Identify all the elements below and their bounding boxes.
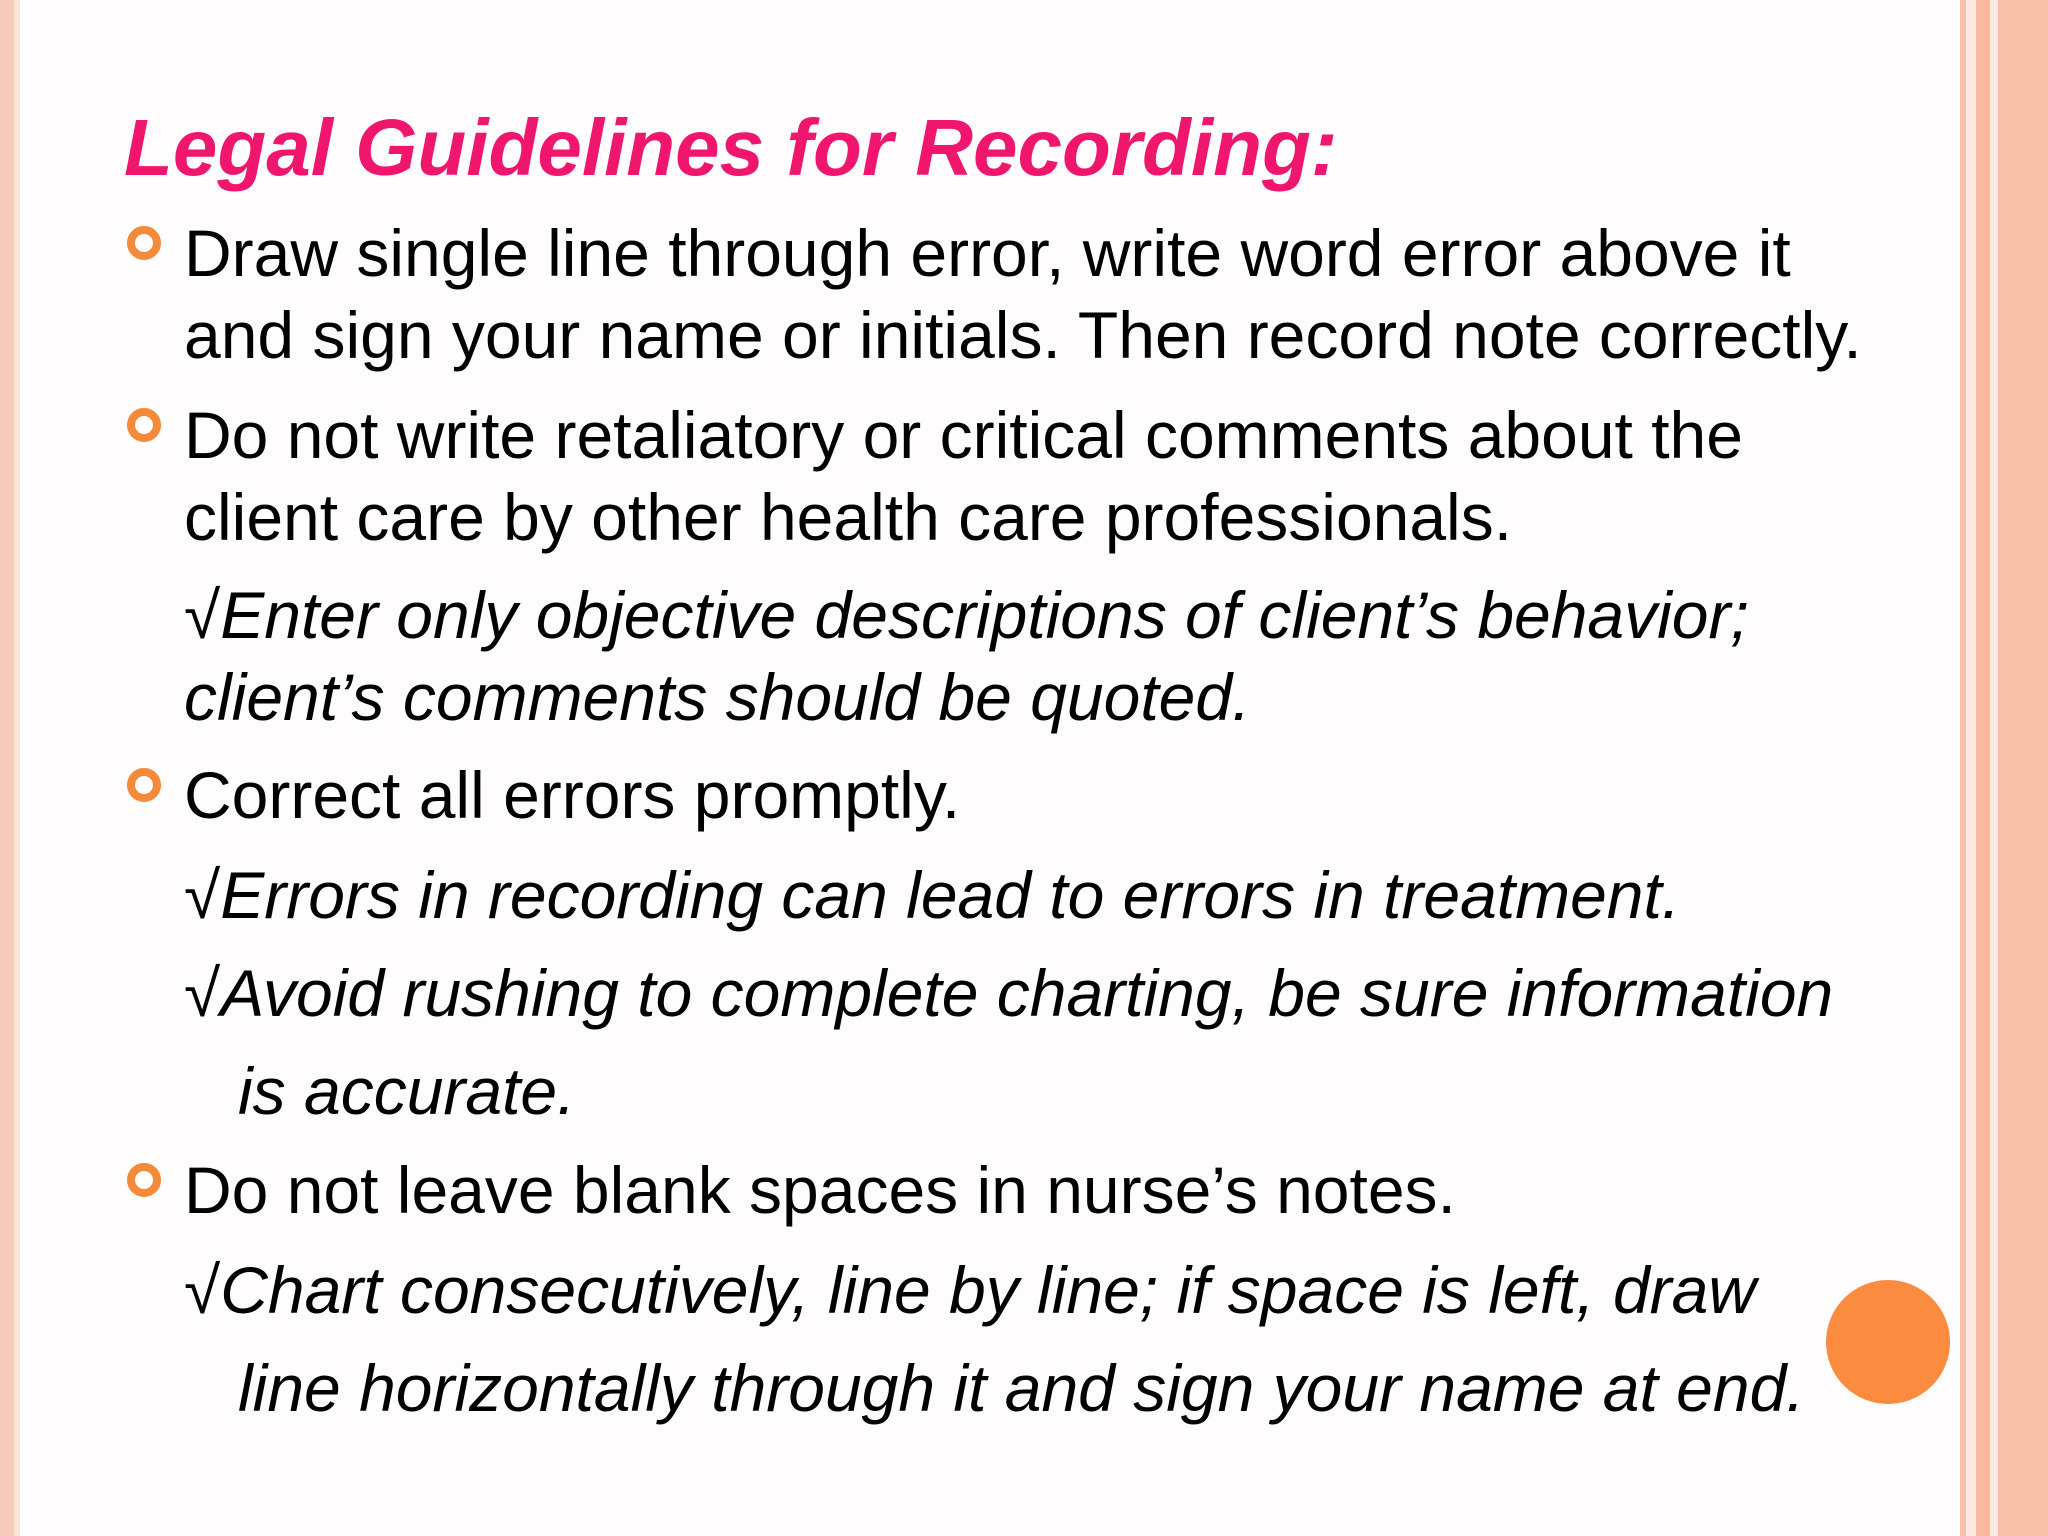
sub-note-line: line horizontally through it and sign your name at end. xyxy=(238,1351,1805,1425)
right-border-stripe xyxy=(1990,0,1998,1536)
orange-circle-decoration xyxy=(1826,1280,1950,1404)
right-border-stripe xyxy=(1966,0,1976,1536)
orange-ring-bullet-icon xyxy=(127,1163,161,1197)
right-border-stripe xyxy=(1976,0,1990,1536)
bullet-text-line: Correct all errors promptly. xyxy=(184,758,961,832)
sub-note-line: √Enter only objective descriptions of client’s behavior; xyxy=(184,578,1749,652)
orange-ring-bullet-icon xyxy=(127,226,161,260)
orange-ring-bullet-icon xyxy=(127,408,161,442)
sub-note-line: √Chart consecutively, line by line; if space is left, draw xyxy=(184,1253,1757,1327)
sub-note-line: is accurate. xyxy=(238,1054,576,1128)
bullet-text-line: Do not write retaliatory or critical comments about the xyxy=(184,398,1743,472)
bullet-text-line: Do not leave blank spaces in nurse’s notes. xyxy=(184,1153,1456,1227)
bullet-text-line: client care by other health care professionals. xyxy=(184,480,1513,554)
sub-note-line: √Errors in recording can lead to errors in treatment. xyxy=(184,858,1681,932)
left-border-stripe xyxy=(0,0,14,1536)
bullet-text-line: Draw single line through error, write word error above it xyxy=(184,216,1791,290)
slide-title: Legal Guidelines for Recording: xyxy=(124,103,1338,192)
right-border-stripe xyxy=(1998,0,2048,1536)
sub-note-line: client’s comments should be quoted. xyxy=(184,660,1251,734)
sub-note-line: √Avoid rushing to complete charting, be sure information xyxy=(184,956,1834,1030)
left-border-stripe-inner xyxy=(14,0,20,1536)
bullet-text-line: and sign your name or initials. Then record note correctly. xyxy=(184,298,1862,372)
orange-ring-bullet-icon xyxy=(127,768,161,802)
